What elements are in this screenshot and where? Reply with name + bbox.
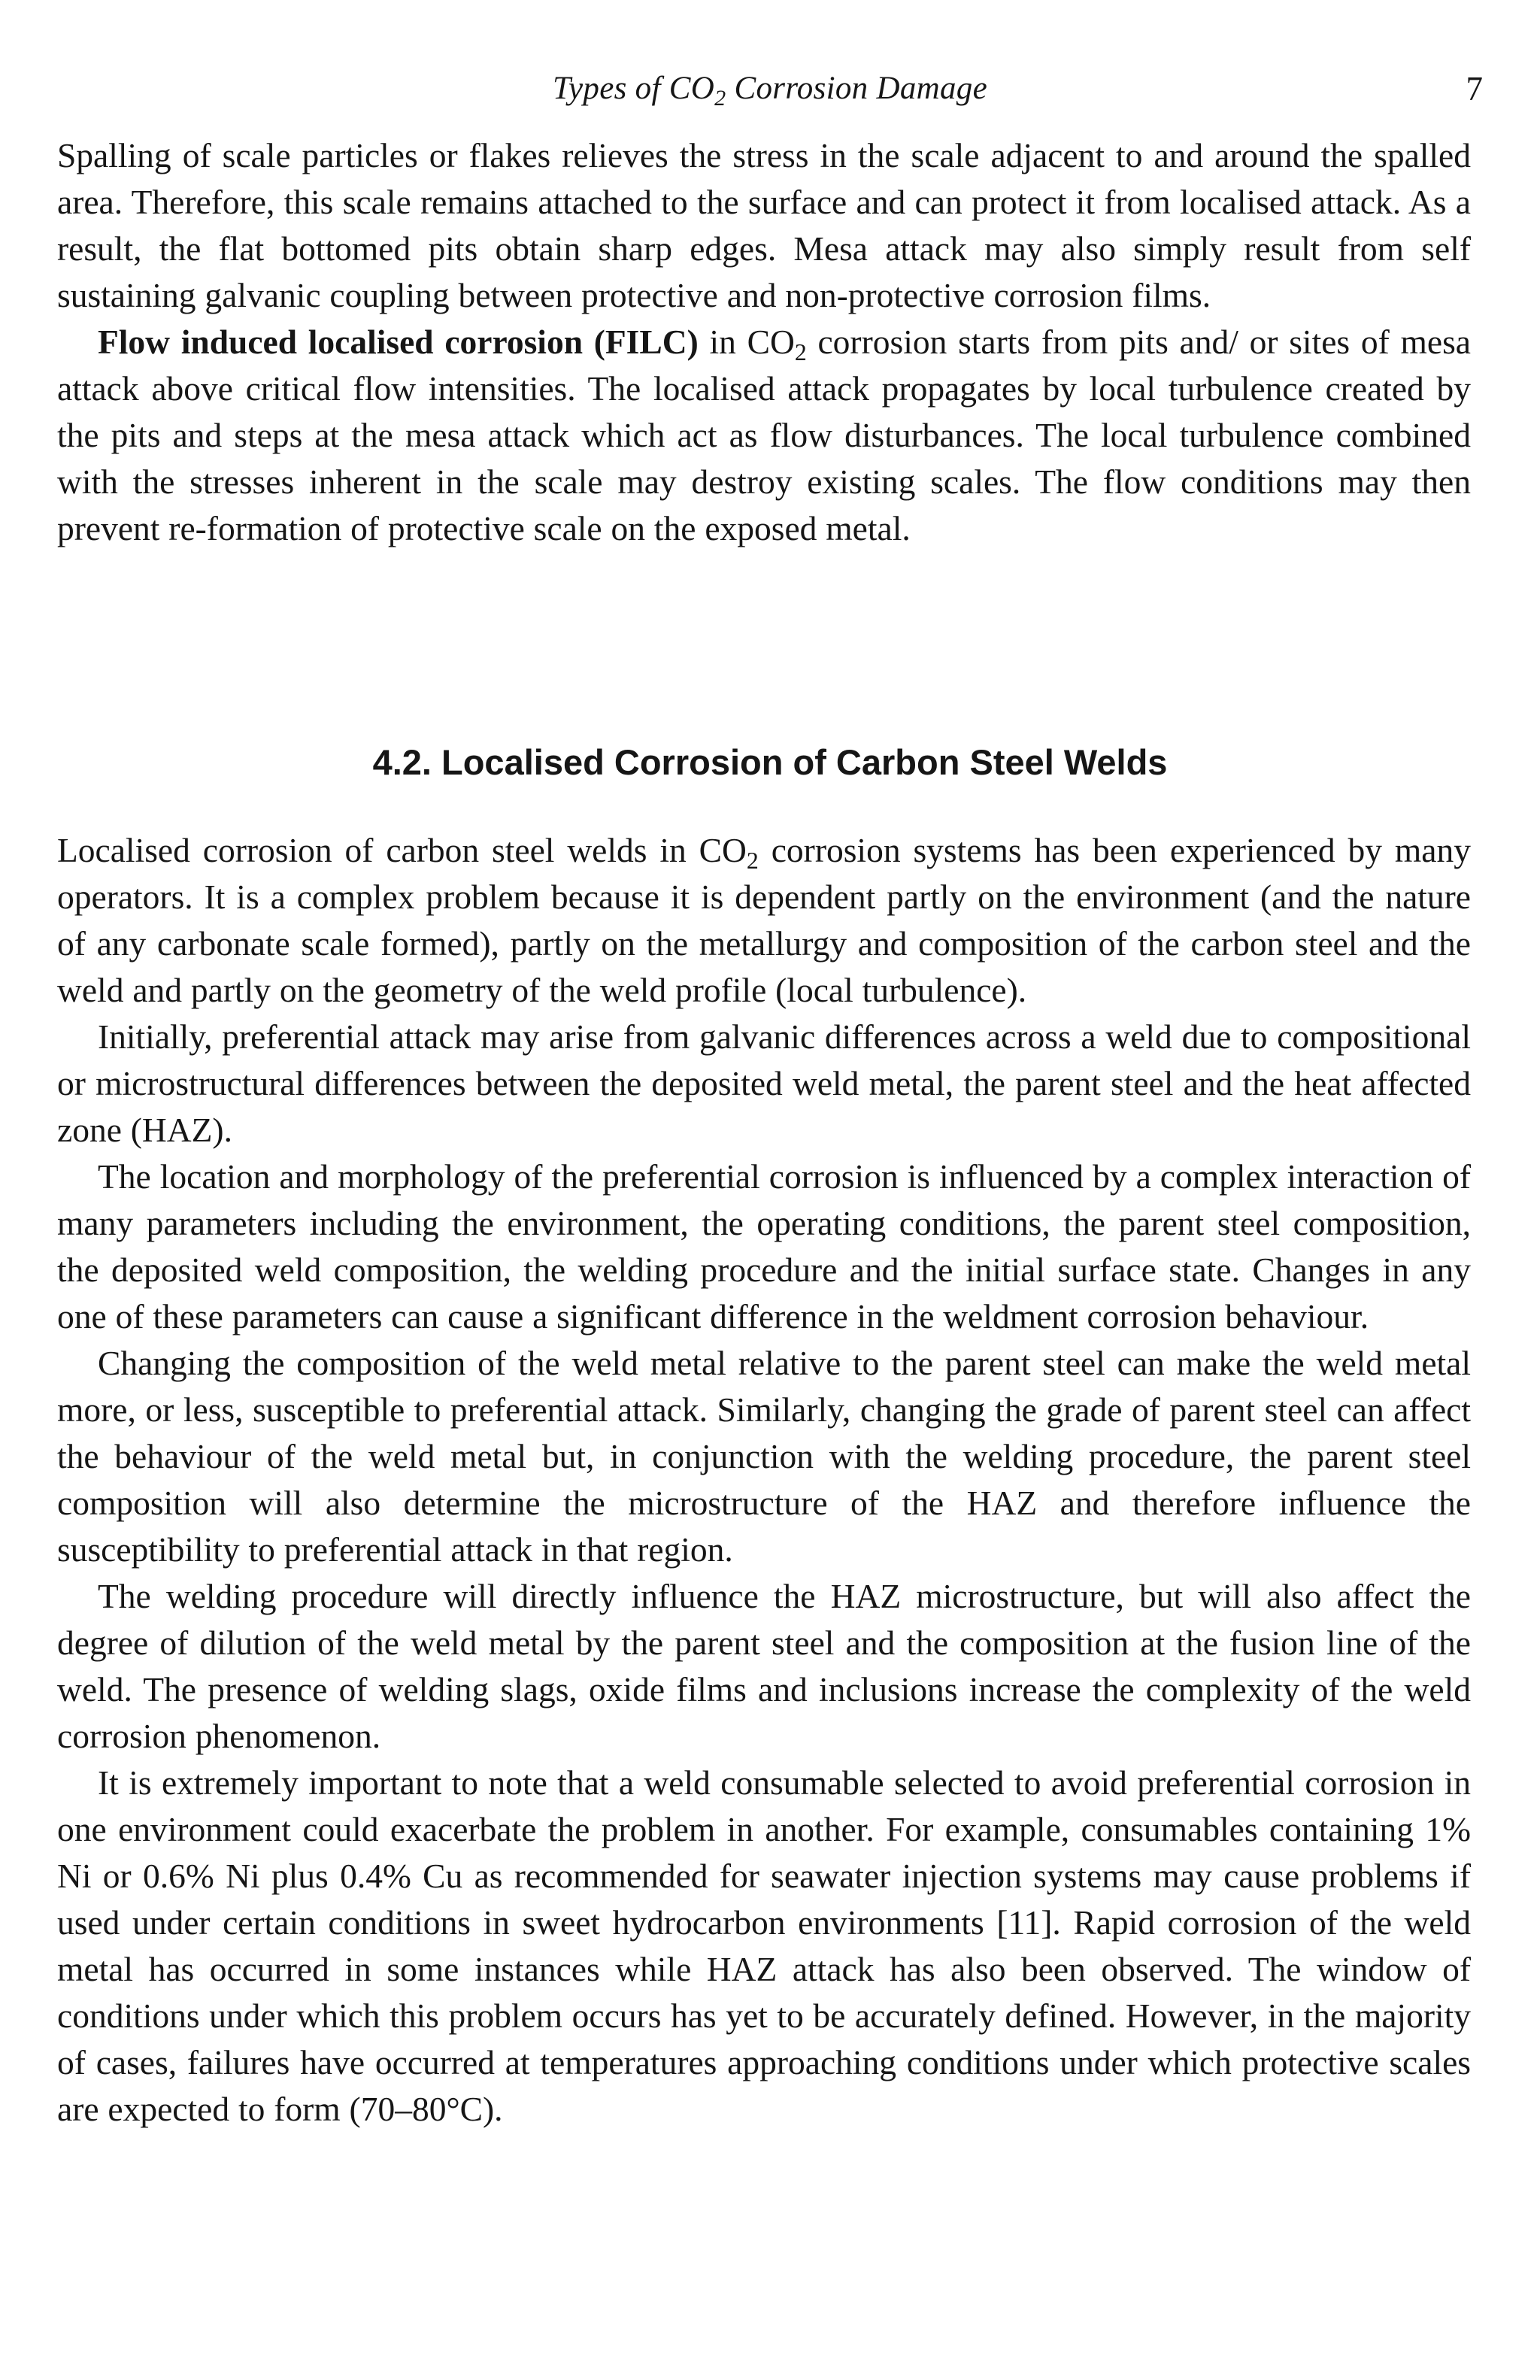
paragraph-composition: Changing the composition of the weld metal relative to the parent steel can make the weld metal more, or less, susceptible to preferential attack. Similarly, changing the grade of parent steel can affect the behaviour of the weld metal but, in conjunction with the welding procedure, the parent steel composition will also determine the microstructure of the HAZ and therefore influence the susceptibility to preferential attack in that region. <box>57 1344 1471 1569</box>
section-body <box>57 827 1471 2133</box>
running-title-prefix: Types of CO <box>553 71 715 106</box>
page-number: 7 <box>1466 70 1483 108</box>
paragraph-weld-intro <box>57 827 1471 1014</box>
section-heading: 4.2. Localised Corrosion of Carbon Steel Welds <box>372 742 1168 782</box>
term-filc: Flow induced localised corrosion (FILC) <box>98 323 699 361</box>
paragraph-weld-intro-text-a: Localised corrosion of carbon steel welds in CO <box>57 831 747 869</box>
paragraph-spalling: Spalling of scale particles or flakes relieves the stress in the scale adjacent to and around the spalled area. Therefore, this scale remains attached to the surface and can protect it from localised attack. As a result, the flat bottomed pits obtain sharp edges. Mesa attack may also simply result from self sustaining galvanic coupling between protective and non-protective corrosion films. <box>57 136 1471 314</box>
paragraph-filc <box>57 319 1471 552</box>
paragraph-filc-text-a: in CO <box>698 323 795 361</box>
paragraph-procedure: The welding procedure will directly influence the HAZ microstructure, but will also affect the degree of dilution of the weld metal by the parent steel and the composition at the fusion line of the weld. The presence of welding slags, oxide films and inclusions increase the complexity of the weld corrosion phenomenon. <box>57 1577 1471 1755</box>
paragraph-galvanic: Initially, preferential attack may arise from galvanic differences across a weld due to compositional or microstructural differences between the deposited weld metal, the parent steel and the heat affected zone (HAZ). <box>57 1017 1471 1149</box>
running-title-subscript: 2 <box>714 85 726 111</box>
running-title <box>57 65 1483 113</box>
running-header <box>57 65 1483 113</box>
paragraph-consumables: It is extremely important to note that a weld consumable selected to avoid preferential corrosion in one environment could exacerbate the problem in another. For example, consumables containing 1% Ni or 0.6% Ni plus 0.4% Cu as recommended for seawater injection systems may cause problems if used under certain conditions in sweet hydrocarbon environments [11]. Rapid corrosion of the weld metal has occurred in some instances while HAZ attack has also been observed. The window of conditions under which this problem occurs has yet to be accurately defined. However, in the majority of cases, failures have occurred at temperatures approaching conditions under which protective scales are expected to form (70–80°C). <box>57 1763 1471 2128</box>
paragraph-weld-intro-text-b: corrosion systems has been experienced by many operators. It is a complex problem because it is dependent partly on the environment (and the nature of any carbonate scale formed), partly on the metallurgy and composition of the carbon steel and the weld and partly on the geometry of the weld profile (local turbulence). <box>57 831 1471 1009</box>
paragraph-morphology: The location and morphology of the preferential corrosion is influenced by a complex interaction of many parameters including the environment, the operating conditions, the parent steel composition, the deposited weld composition, the welding procedure and the initial surface state. Changes in any one of these parameters can cause a significant difference in the weldment corrosion behaviour. <box>57 1157 1471 1336</box>
paragraph-weld-intro-subscript: 2 <box>746 847 759 874</box>
paragraph-filc-subscript: 2 <box>794 339 807 365</box>
running-title-suffix: Corrosion Damage <box>726 71 987 106</box>
paragraph-filc-text-b: corrosion starts from pits and/ or sites of mesa attack above critical flow intensities. The localised attack propagates by local turbulence created by the pits and steps at the mesa attack which act as flow disturbances. The local turbulence combined with the stresses inherent in the scale may destroy existing scales. The flow conditions may then prevent re-formation of protective scale on the exposed metal. <box>57 323 1471 547</box>
top-text-block <box>57 132 1471 552</box>
